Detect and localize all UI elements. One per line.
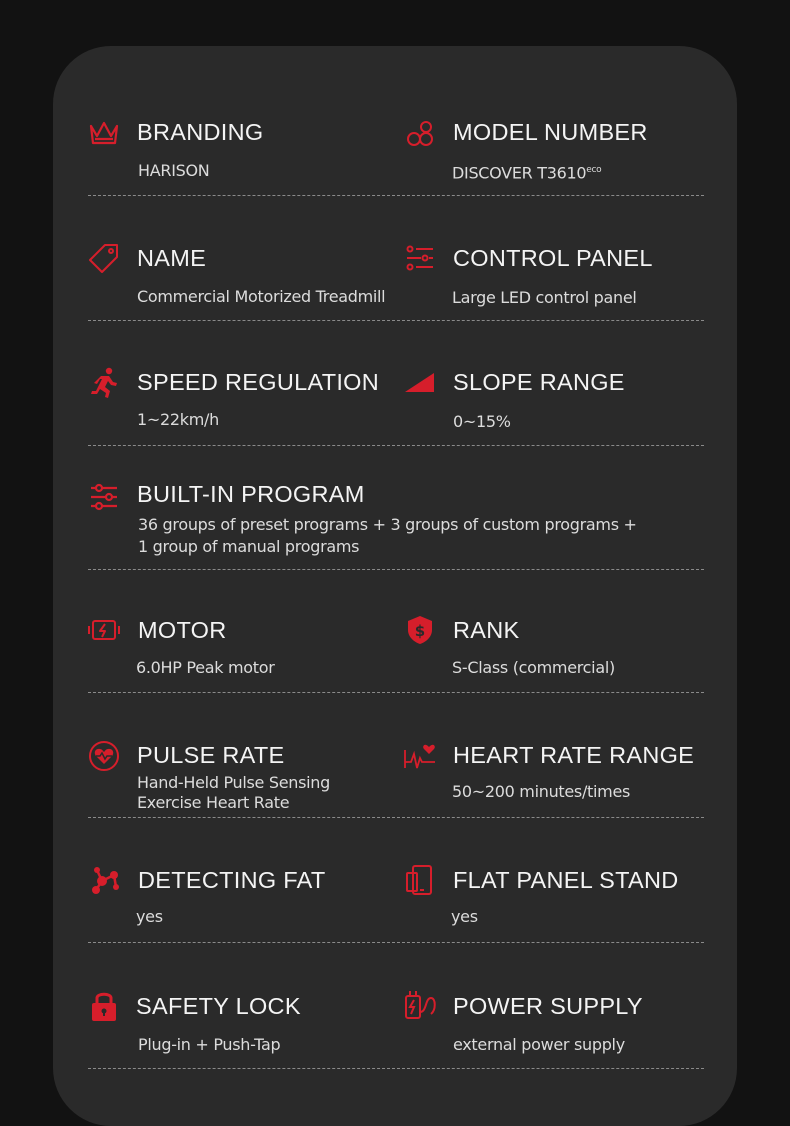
pulse-rate-value-line2: Exercise Heart Rate — [137, 793, 290, 812]
slope-icon — [403, 368, 437, 402]
safety-lock-value: Plug-in + Push-Tap — [138, 1035, 281, 1054]
rank-value: S-Class (commercial) — [452, 658, 615, 677]
control-panel-title: CONTROL PANEL — [453, 245, 653, 271]
heart-rate-range-value: 50~200 minutes/times — [452, 782, 631, 801]
speed-regulation-value: 1~22km/h — [137, 410, 219, 429]
pulse-rate-value-line1: Hand-Held Pulse Sensing — [137, 773, 331, 792]
tag-icon — [87, 241, 121, 275]
detecting-fat-value: yes — [136, 907, 163, 926]
spec-card — [53, 46, 737, 1126]
rank-title: RANK — [453, 617, 520, 643]
divider — [88, 195, 704, 196]
divider — [88, 692, 704, 693]
sliders-icon — [87, 480, 121, 514]
power-supply-value: external power supply — [453, 1035, 625, 1054]
built-in-program-value-line2: 1 group of manual programs — [138, 537, 360, 556]
branding-value: HARISON — [138, 161, 210, 180]
control-panel-value: Large LED control panel — [452, 288, 637, 307]
divider — [88, 942, 704, 943]
name-value: Commercial Motorized Treadmill — [137, 287, 386, 306]
lock-icon — [87, 988, 121, 1022]
model-number-title: MODEL NUMBER — [453, 119, 648, 145]
list-icon — [403, 241, 437, 275]
flat-panel-stand-title: FLAT PANEL STAND — [453, 867, 679, 893]
shield-icon — [403, 613, 437, 647]
divider — [88, 1068, 704, 1069]
divider — [88, 320, 704, 321]
divider — [88, 445, 704, 446]
divider — [88, 569, 704, 570]
detecting-fat-title: DETECTING FAT — [138, 867, 326, 893]
heart-rate-range-title: HEART RATE RANGE — [453, 742, 695, 768]
slope-range-value: 0~15% — [453, 412, 511, 431]
power-supply-title: POWER SUPPLY — [453, 993, 643, 1019]
safety-lock-title: SAFETY LOCK — [136, 993, 301, 1019]
svg-text:$: $ — [414, 622, 426, 640]
speed-regulation-title: SPEED REGULATION — [137, 369, 380, 395]
plug-icon — [403, 988, 437, 1022]
crown-icon — [87, 116, 121, 150]
name-title: NAME — [137, 245, 207, 271]
pulse-rate-title: PULSE RATE — [137, 742, 285, 768]
built-in-program-value-line1: 36 groups of preset programs + 3 groups of custom programs + — [138, 515, 637, 534]
tablet-icon — [403, 863, 437, 897]
divider — [88, 817, 704, 818]
runner-icon — [87, 366, 121, 400]
rings-icon — [403, 117, 437, 151]
heart-circle-icon — [87, 739, 121, 773]
flat-panel-stand-value: yes — [451, 907, 478, 926]
model-number-value: DISCOVER $T3610^{eco}$ — [452, 163, 602, 183]
battery-icon — [87, 613, 121, 647]
built-in-program-title: BUILT-IN PROGRAM — [137, 481, 365, 507]
motor-title: MOTOR — [138, 617, 227, 643]
branding-title: BRANDING — [137, 119, 264, 145]
molecule-icon — [88, 863, 122, 897]
slope-range-title: SLOPE RANGE — [453, 369, 625, 395]
motor-value: 6.0HP Peak motor — [136, 658, 275, 677]
heartbeat-icon — [403, 740, 437, 774]
